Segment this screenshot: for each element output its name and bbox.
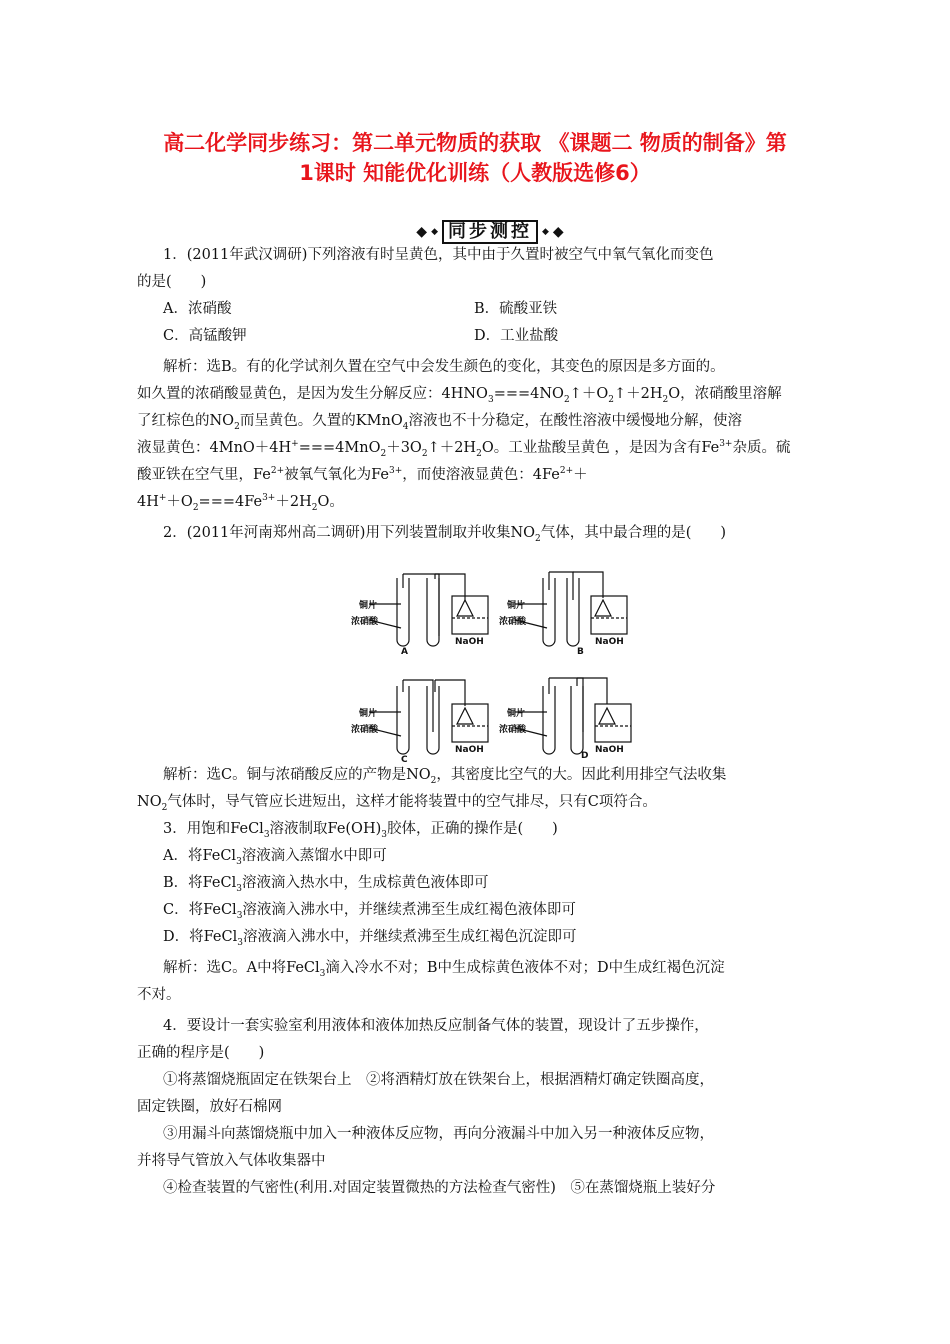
- label-acid-a: 浓硝酸: [351, 617, 379, 627]
- q4-step-1-2: ①将蒸馏烧瓶固定在铁架台上 ②将酒精灯放在铁架台上，根据酒精灯确定铁圈高度，: [163, 1072, 714, 1088]
- label-acid-d: 浓硝酸: [499, 725, 527, 735]
- q1-option-b: B．硫酸亚铁: [474, 301, 558, 317]
- label-acid-b: 浓硝酸: [499, 617, 527, 627]
- q1-stem-line2: 的是( ): [137, 274, 207, 290]
- apparatus-c: [369, 680, 488, 754]
- q1-explanation-line6: $4H^++O_2===4Fe^{3+}+2H_2O$。: [137, 493, 344, 513]
- label-a: A: [401, 647, 408, 657]
- title-line-1: 高二化学同步练习：第二单元物质的获取 《课题二 物质的制备》第: [163, 131, 787, 155]
- label-naoh-d: NaOH: [595, 745, 624, 755]
- diamond-icon: ◆: [416, 224, 428, 240]
- label-naoh-a: NaOH: [455, 637, 484, 647]
- banner-label: 同步测控: [442, 220, 538, 244]
- diamond-small-icon: ◆: [431, 227, 438, 237]
- q1-explanation-line5: 酸亚铁在空气里，$Fe^{2+}$被氧气氧化为$Fe^{3+}$，而使溶液显黄色：$4Fe^{2+}+$: [137, 466, 588, 483]
- q3-option-a: A．将FeCl$_3$溶液滴入蒸馏水中即可: [163, 848, 387, 867]
- q1-explanation-line1: 解析：选B。有的化学试剂久置在空气中会发生颜色的变化，其变色的原因是多方面的。: [163, 359, 725, 375]
- label-d: D: [581, 751, 589, 761]
- q1-explanation-line2: 如久置的浓硝酸显黄色，是因为发生分解反应：$4HNO_3===4NO_2↑+O_2↑+2H_2O$，浓硝酸里溶解: [137, 386, 782, 405]
- label-acid-c: 浓硝酸: [351, 725, 379, 735]
- label-copper-d: 铜片: [507, 709, 526, 719]
- label-naoh-c: NaOH: [455, 745, 484, 755]
- label-c: C: [401, 755, 408, 765]
- q4-step-4-5: ④检查装置的气密性(利用.对固定装置微热的方法检查气密性) ⑤在蒸馏烧瓶上装好分: [163, 1180, 716, 1196]
- q4-step-3-cont: 并将导气管放入气体收集器中: [137, 1153, 326, 1169]
- diamond-small-icon: ◆: [542, 227, 549, 237]
- apparatus-figure: [351, 558, 655, 765]
- apparatus-b: [515, 572, 627, 646]
- q3-stem: 3．用饱和FeCl$_3$溶液制取$Fe(OH)_3$胶体，正确的操作是( ): [163, 821, 558, 840]
- q1-explanation-line3: 了红棕色的$NO_2$而呈黄色。久置的KMnO$_4$溶液也不十分稳定，在酸性溶液中缓慢地分解，使溶: [137, 413, 742, 432]
- label-copper-c: 铜片: [359, 709, 378, 719]
- apparatus-a: [369, 574, 488, 646]
- document-title: [100, 128, 850, 188]
- label-naoh-b: NaOH: [595, 637, 624, 647]
- q2-explanation-line1: 解析：选C。铜与浓硝酸反应的产物是$NO_2$，其密度比空气的大。因此利用排空气法收集: [163, 767, 727, 786]
- q1-option-a: A．浓硝酸: [163, 301, 232, 317]
- q2-stem: 2．(2011年河南郑州高二调研)用下列装置制取并收集$NO_2$气体，其中最合理的是( ): [163, 525, 727, 544]
- q4-stem-line2: 正确的程序是( ): [137, 1045, 265, 1061]
- q4-stem-line1: 4．要设计一套实验室利用液体和液体加热反应制备气体的装置，现设计了五步操作，: [163, 1018, 709, 1034]
- q4-step-3: ③用漏斗向蒸馏烧瓶中加入一种液体反应物，再向分液漏斗中加入另一种液体反应物，: [163, 1126, 714, 1142]
- q3-option-d: D．将FeCl$_3$溶液滴入沸水中，并继续煮沸至生成红褐色沉淀即可: [163, 929, 577, 948]
- q1-stem-line1: 1．(2011年武汉调研)下列溶液有时呈黄色，其中由于久置时被空气中氧气氧化而变色: [163, 247, 714, 263]
- title-line-2: 1课时 知能优化训练（人教版选修6）: [299, 161, 651, 185]
- q3-option-b: B．将FeCl$_3$溶液滴入热水中，生成棕黄色液体即可: [163, 875, 489, 894]
- q3-explanation-line1: 解析：选C。A中将FeCl$_3$滴入冷水不对；B中生成棕黄色液体不对；D中生成红褐色沉淀: [163, 960, 725, 979]
- q3-explanation-line2: 不对。: [137, 987, 181, 1003]
- apparatus-d: [515, 678, 631, 754]
- label-copper-b: 铜片: [507, 601, 526, 611]
- q4-step-2-cont: 固定铁圈，放好石棉网: [137, 1099, 282, 1115]
- q1-option-c: C．高锰酸钾: [163, 328, 247, 344]
- label-copper-a: 铜片: [359, 601, 378, 611]
- label-b: B: [577, 647, 584, 657]
- diamond-icon: ◆: [552, 224, 564, 240]
- q1-explanation-line4: 液显黄色：$4MnO+4H^+===4MnO_2+3O_2↑+2H_2O$。工业盐酸呈黄色 ，是因为含有$Fe^{3+}$杂质。硫: [137, 439, 791, 459]
- q1-option-d: D．工业盐酸: [474, 328, 559, 344]
- q3-option-c: C．将FeCl$_3$溶液滴入沸水中，并继续煮沸至生成红褐色液体即可: [163, 902, 576, 921]
- q2-explanation-line2: $NO_2$气体时，导气管应长进短出，这样才能将装置中的空气排尽，只有C项符合。: [137, 794, 657, 813]
- section-banner: [380, 220, 600, 244]
